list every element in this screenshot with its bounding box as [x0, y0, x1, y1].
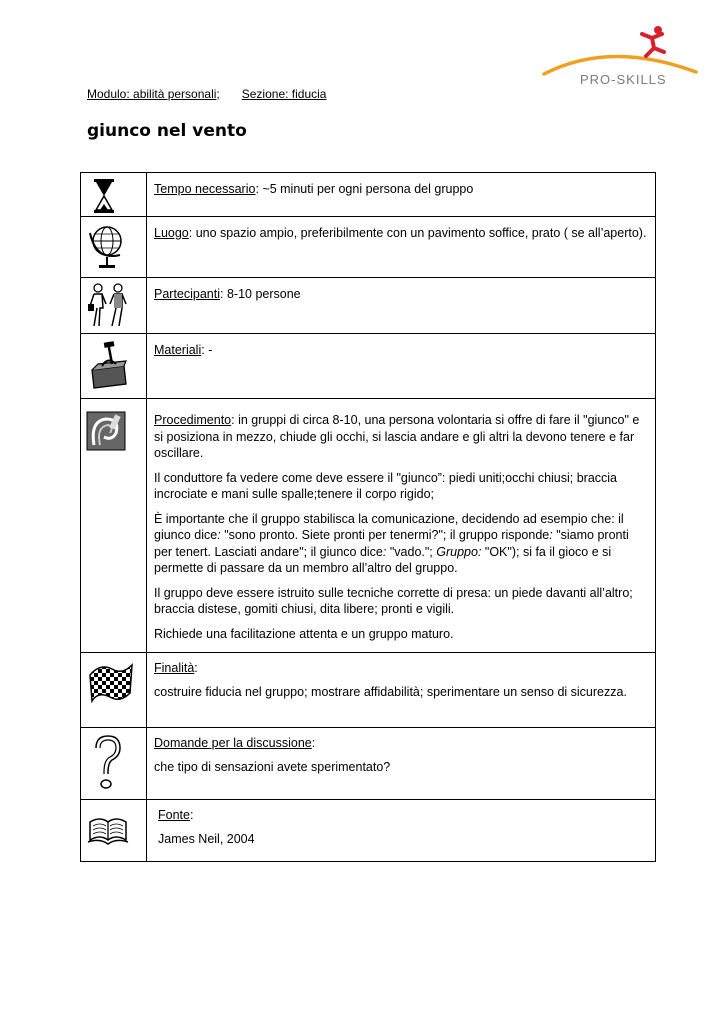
icon-cell — [81, 399, 147, 653]
p3-part-d: : — [549, 528, 553, 542]
colon-domande: : — [311, 736, 316, 750]
p3-part-e: "siamo pronti per tenert. Lasciati andare"; il giunco dice — [154, 528, 629, 559]
module-section-line — [87, 87, 326, 101]
row-procedimento — [81, 399, 656, 653]
icon-cell — [81, 278, 147, 334]
p3-part-b: : — [217, 528, 221, 542]
text-domande: che tipo di sensazioni avete sperimentato? — [154, 760, 391, 774]
question-mark-icon — [86, 732, 130, 794]
open-book-icon — [86, 814, 130, 846]
content-partecipanti — [147, 278, 656, 334]
row-tempo — [81, 173, 656, 217]
row-luogo — [81, 217, 656, 278]
content-domande — [147, 728, 656, 800]
icon-cell — [81, 173, 147, 217]
text-finalita: costruire fiducia nel gruppo; mostrare affidabilità; sperimentare un senso di sicurezza. — [154, 685, 627, 699]
people-icon — [86, 282, 130, 328]
label-materiali: Materiali — [154, 343, 202, 357]
row-finalita — [81, 653, 656, 728]
procedure-icon — [86, 411, 126, 451]
content-tempo — [147, 173, 656, 217]
section-label: Sezione: fiducia — [241, 87, 327, 101]
icon-cell — [81, 800, 147, 862]
label-partecipanti: Partecipanti — [154, 287, 221, 301]
page-title: giunco nel vento — [87, 121, 247, 141]
label-fonte: Fonte — [158, 808, 190, 822]
procedimento-p2: Il conduttore fa vedere come deve essere il "giunco”: piedi uniti;occhi chiusi; braccia incrociate e mani sulle spalle;tenere il corpo rigido; — [154, 470, 618, 501]
p3-part-c: "sono pronto. Siete pronti per tenermi?"; il gruppo risponde — [220, 528, 550, 542]
icon-cell — [81, 653, 147, 728]
row-partecipanti — [81, 278, 656, 334]
icon-cell — [81, 728, 147, 800]
label-finalita: Finalità — [154, 661, 195, 675]
text-materiali: : - — [201, 343, 213, 357]
colon-fonte: : — [189, 808, 194, 822]
text-luogo: : uno spazio ampio, preferibilmente con un pavimento soffice, prato ( se all’aperto). — [188, 226, 647, 240]
row-domande — [81, 728, 656, 800]
icon-cell — [81, 217, 147, 278]
content-finalita — [147, 653, 656, 728]
toolbox-icon — [86, 338, 130, 394]
p3-part-i: "OK"); si fa il gioco e si permette di passare da un membro all’altro del gruppo. — [154, 544, 612, 575]
procedimento-p1 — [154, 412, 647, 462]
text-fonte: James Neil, 2004 — [158, 832, 255, 846]
checkered-flag-icon — [86, 657, 134, 709]
label-procedimento: Procedimento — [154, 413, 232, 427]
p3-part-a: È importante che il gruppo stabilisca la comunicazione, decidendo ad esempio che: il giunco dice — [154, 511, 624, 542]
row-fonte — [81, 800, 656, 862]
label-domande: Domande per la discussione — [154, 736, 312, 750]
row-materiali — [81, 334, 656, 399]
procedimento-p4: Il gruppo deve essere istruito sulle tecniche corrette di presa: un piede davanti all’altro; braccia distese, gomiti chiusi, dita libere; pronti e vigili. — [154, 585, 633, 616]
content-materiali — [147, 334, 656, 399]
content-luogo — [147, 217, 656, 278]
logo-text: PRO-SKILLS — [580, 72, 667, 87]
procedimento-p3 — [154, 511, 647, 577]
colon-finalita: : — [194, 661, 198, 675]
label-tempo: Tempo necessario — [154, 182, 256, 196]
module-label: Modulo: abilità personali; — [87, 87, 220, 101]
hourglass-icon — [86, 177, 126, 215]
p3-part-f: : — [382, 544, 387, 559]
activity-table — [80, 172, 656, 862]
globe-icon — [86, 221, 128, 271]
p3-part-g: "vado."; — [386, 544, 437, 559]
label-luogo: Luogo — [154, 226, 189, 240]
content-fonte — [147, 800, 656, 862]
text-tempo: : ~5 minuti per ogni persona del gruppo — [255, 182, 474, 196]
procedimento-p5: Richiede una facilitazione attenta e un gruppo maturo. — [154, 626, 454, 641]
text-partecipanti: : 8-10 persone — [220, 287, 301, 301]
p3-part-h: Gruppo: — [436, 544, 482, 559]
icon-cell — [81, 334, 147, 399]
text-procedimento-1: : in gruppi di circa 8-10, una persona volontaria si offre di fare il "giunco" e si posiziona in mezzo, chiude gli occhi, si lascia andare e gli altri la devono tenere e far oscillare. — [154, 413, 640, 460]
content-procedimento — [147, 399, 656, 653]
